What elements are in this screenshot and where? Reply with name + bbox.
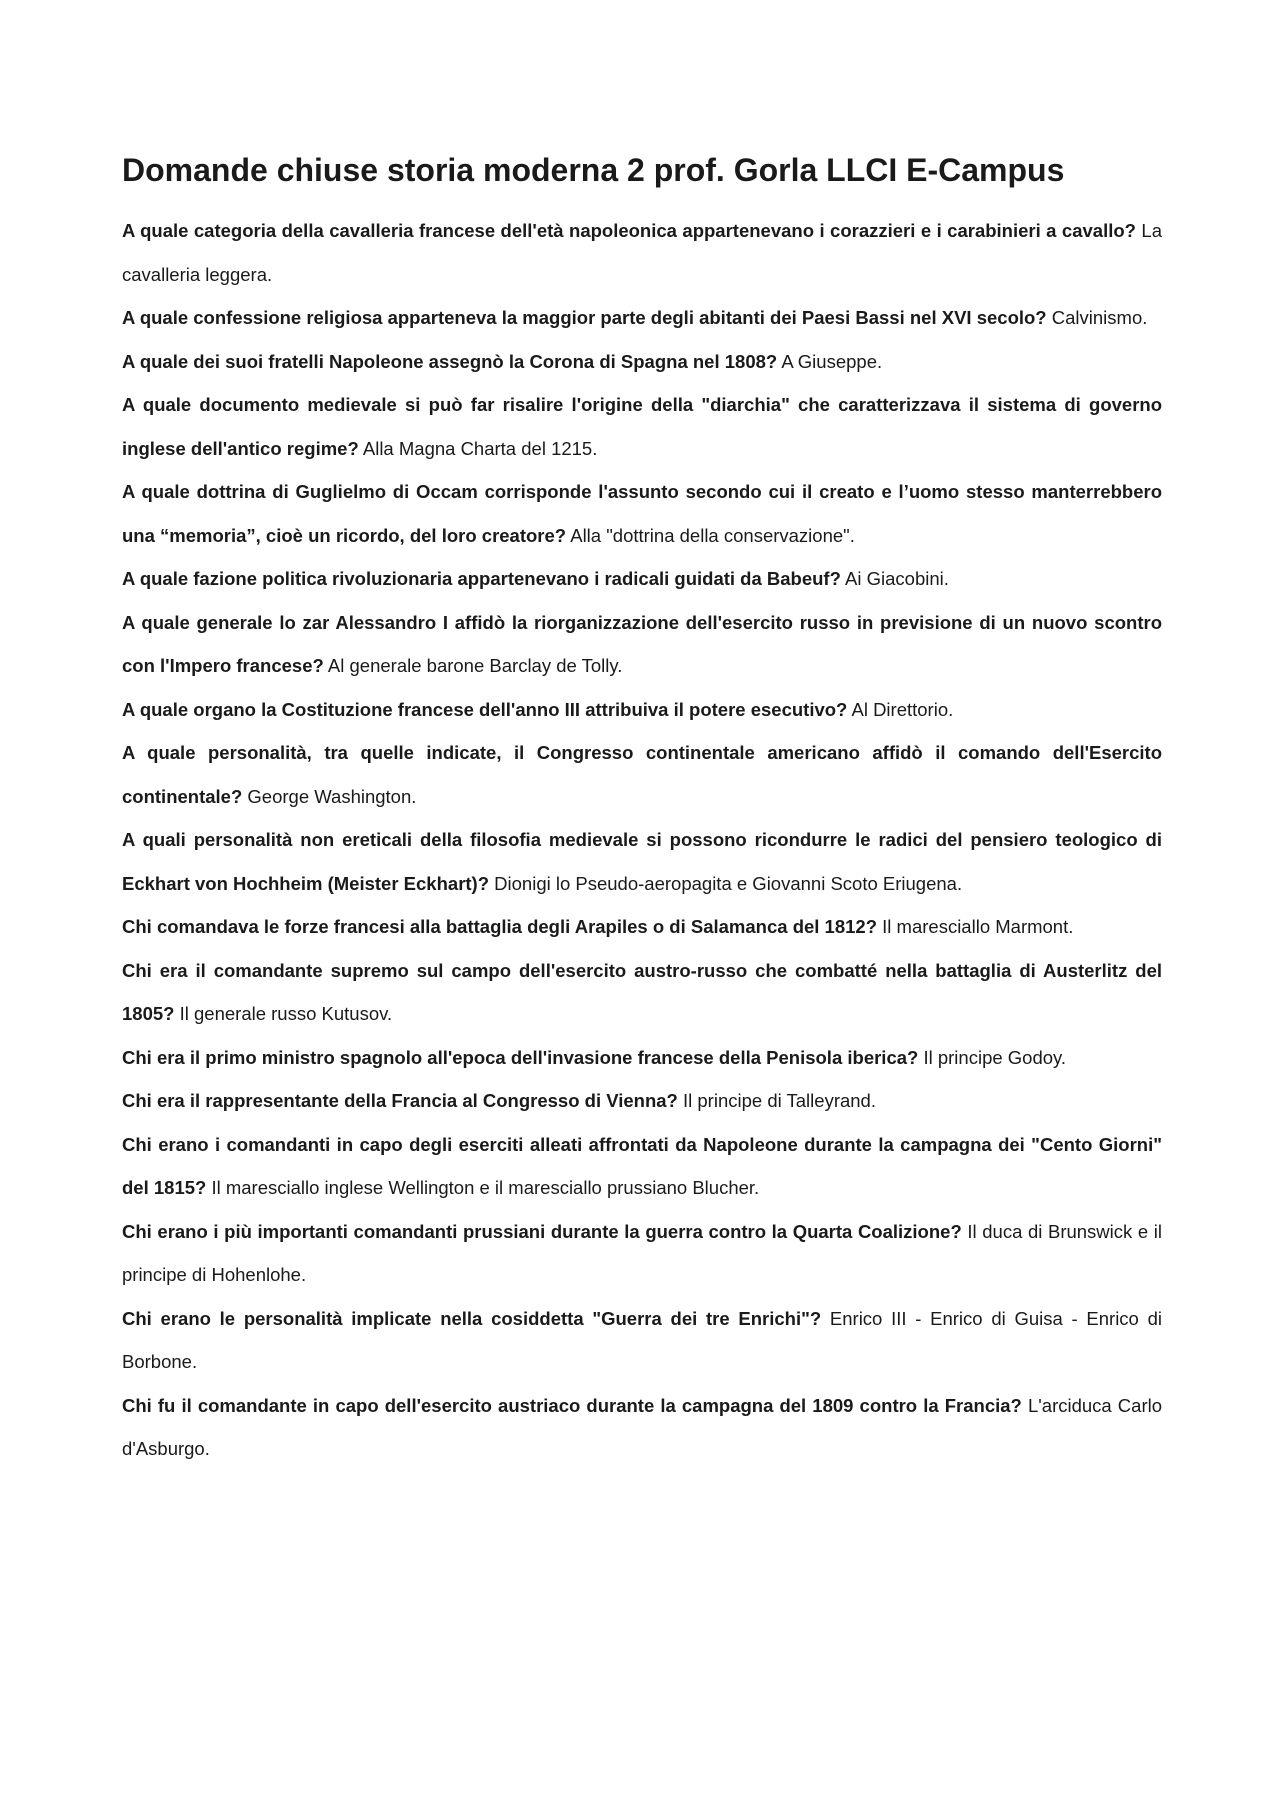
qa-item bbox=[122, 905, 1162, 949]
question-text: Chi fu il comandante in capo dell'esercito austriaco durante la campagna del 1809 contro la Francia? bbox=[122, 1394, 1022, 1416]
qa-item bbox=[122, 1079, 1162, 1123]
question-text: Chi comandava le forze francesi alla battaglia degli Arapiles o di Salamanca del 1812? bbox=[122, 916, 878, 937]
question-text: A quale personalità, tra quelle indicate, il Congresso continentale americano affidò il comando dell'Esercito continentale? bbox=[122, 742, 1162, 807]
answer-text: Alla "dottrina della conservazione". bbox=[570, 524, 855, 546]
question-text: A quale dei suoi fratelli Napoleone assegnò la Corona di Spagna nel 1808? bbox=[122, 350, 778, 372]
answer-text: Enrico III - Enrico di Guisa - Enrico di Borbone. bbox=[122, 1307, 1162, 1372]
qa-item bbox=[122, 949, 1162, 1036]
answer-text: Il duca di Brunswick e il principe di Hohenlohe. bbox=[122, 1220, 1163, 1285]
question-text: A quale confessione religiosa apparteneva la maggior parte degli abitanti dei Paesi Bassi nel XVI secolo? bbox=[122, 307, 1047, 328]
qa-item bbox=[122, 1123, 1162, 1210]
answer-text: L'arciduca Carlo d'Asburgo. bbox=[122, 1394, 1163, 1459]
answer-text: Calvinismo. bbox=[1051, 307, 1148, 328]
qa-item bbox=[122, 688, 1162, 732]
qa-item bbox=[122, 1036, 1162, 1080]
answer-text: Il maresciallo inglese Wellington e il maresciallo prussiano Blucher. bbox=[211, 1177, 760, 1198]
question-text: A quale generale lo zar Alessandro I affidò la riorganizzazione dell'esercito russo in previsione di un nuovo scontro con l'Impero francese? bbox=[122, 611, 1162, 676]
question-text: A quale dottrina di Guglielmo di Occam corrisponde l'assunto secondo cui il creato e l’uomo stesso manterrebbero una “memoria”, cioè un ricordo, del loro creatore? bbox=[122, 481, 1162, 546]
answer-text: Il maresciallo Marmont. bbox=[882, 916, 1074, 937]
answer-text: Al Direttorio. bbox=[851, 698, 954, 720]
document-title: Domande chiuse storia moderna 2 prof. Gorla LLCI E-Campus bbox=[122, 152, 1065, 188]
qa-item bbox=[122, 1297, 1162, 1384]
qa-item bbox=[122, 818, 1162, 905]
question-text: Chi erano i più importanti comandanti prussiani durante la guerra contro la Quarta Coalizione? bbox=[122, 1220, 962, 1242]
question-text: A quale documento medievale si può far risalire l'origine della "diarchia" che caratterizzava il sistema di governo inglese dell'antico regime? bbox=[122, 394, 1162, 459]
answer-text: Il principe di Talleyrand. bbox=[683, 1090, 876, 1111]
question-text: Chi erano i comandanti in capo degli eserciti alleati affrontati da Napoleone durante la campagna dei "Cento Giorni" del 1815? bbox=[122, 1133, 1162, 1198]
question-text: Chi era il primo ministro spagnolo all'epoca dell'invasione francese della Penisola iberica? bbox=[122, 1046, 919, 1068]
answer-text: Dionigi lo Pseudo-aeropagita e Giovanni Scoto Eriugena. bbox=[494, 872, 963, 894]
answer-text: Al generale barone Barclay de Tolly. bbox=[327, 655, 623, 676]
qa-item bbox=[122, 296, 1162, 340]
question-text: Chi era il rappresentante della Francia al Congresso di Vienna? bbox=[122, 1090, 678, 1111]
question-text: A quale organo la Costituzione francese dell'anno III attribuiva il potere esecutivo? bbox=[122, 698, 848, 720]
answer-text: Il generale russo Kutusov. bbox=[179, 1003, 393, 1024]
answer-text: Alla Magna Charta del 1215. bbox=[362, 437, 598, 459]
question-list bbox=[122, 209, 1162, 1471]
document-page bbox=[122, 150, 1162, 1471]
qa-item bbox=[122, 731, 1162, 818]
answer-text: A Giuseppe. bbox=[781, 350, 883, 372]
qa-item bbox=[122, 1384, 1162, 1471]
question-text: A quale fazione politica rivoluzionaria appartenevano i radicali guidati da Babeuf? bbox=[122, 568, 841, 589]
question-text: A quale categoria della cavalleria francese dell'età napoleonica appartenevano i corazzieri e i carabinieri a cavallo? bbox=[122, 220, 1136, 241]
question-text: Chi era il comandante supremo sul campo dell'esercito austro-russo che combatté nella battaglia di Austerlitz del 1805? bbox=[122, 959, 1162, 1024]
answer-text: Ai Giacobini. bbox=[845, 568, 949, 589]
qa-item bbox=[122, 340, 1162, 384]
answer-text: George Washington. bbox=[247, 785, 417, 807]
qa-item bbox=[122, 1210, 1162, 1297]
answer-text: Il principe Godoy. bbox=[923, 1046, 1067, 1068]
question-text: Chi erano le personalità implicate nella cosiddetta "Guerra dei tre Enrichi"? bbox=[122, 1307, 822, 1329]
question-text: A quali personalità non ereticali della filosofia medievale si possono ricondurre le radici del pensiero teologico di Eckhart von Hochheim (Meister Eckhart)? bbox=[122, 829, 1162, 894]
qa-item bbox=[122, 209, 1162, 296]
qa-item bbox=[122, 383, 1162, 470]
qa-item bbox=[122, 557, 1162, 601]
qa-item bbox=[122, 601, 1162, 688]
qa-item bbox=[122, 470, 1162, 557]
answer-text: La cavalleria leggera. bbox=[122, 220, 1162, 285]
